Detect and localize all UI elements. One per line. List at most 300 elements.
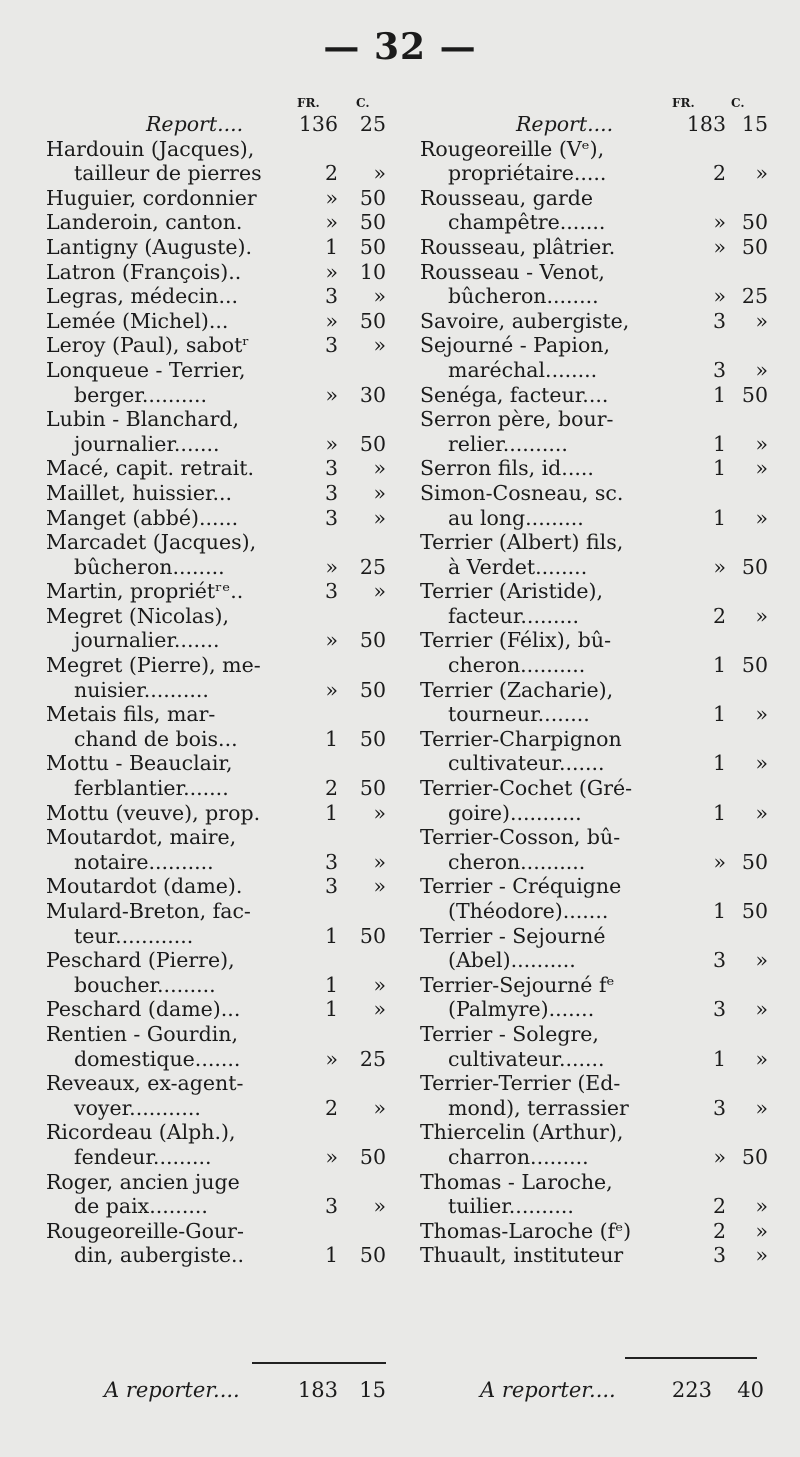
carry-forward-label: A reporter.... [480, 1378, 616, 1402]
entry-name: nuisier.......... [74, 677, 209, 702]
centimes-value: » [373, 849, 386, 874]
entry-name: Lubin - Blanchard, [46, 407, 240, 432]
entry-name: Peschard (Pierre), [46, 948, 235, 973]
entry-name: facteur......... [448, 603, 580, 628]
report-label: Report.... [146, 112, 244, 136]
francs-value: » [325, 1046, 338, 1071]
francs-value: » [325, 210, 338, 235]
entry-name: Terrier - Solegre, [420, 1021, 599, 1046]
centimes-value: » [755, 1194, 768, 1219]
entry-name: mond), terrassier [448, 1095, 629, 1120]
francs-value: 2 [324, 1095, 338, 1120]
centimes-value: » [373, 579, 386, 604]
entry-name: Manget (abbé)...... [46, 505, 239, 530]
entry-name: relier.......... [448, 431, 568, 456]
entry-name: cultivateur....... [448, 751, 605, 776]
right-column [420, 92, 768, 1268]
entry-row [420, 456, 768, 481]
entry-row [420, 702, 768, 727]
entry-row [46, 825, 390, 850]
centimes-value: 50 [359, 628, 386, 653]
entry-row [420, 210, 768, 235]
francs-value: » [325, 185, 338, 210]
centimes-value: » [755, 800, 768, 825]
entry-row [46, 161, 390, 186]
entry-name: journalier....... [74, 628, 220, 653]
francs-value: 1 [712, 899, 726, 923]
entry-row [420, 284, 768, 309]
right-rows [420, 112, 768, 1268]
centimes-value: » [755, 948, 768, 973]
centimes-value: » [755, 161, 768, 186]
entry-name: Moutardot, maire, [46, 825, 237, 850]
francs-value: 1 [712, 505, 726, 530]
entry-row [420, 579, 760, 604]
entry-name: Terrier (Félix), bû- [420, 628, 612, 653]
entry-name: bûcheron........ [448, 284, 599, 309]
entry-row [46, 702, 390, 727]
centimes-value: » [373, 161, 386, 186]
entry-row [46, 604, 390, 629]
francs-value: 3 [712, 948, 726, 973]
entry-row [420, 997, 768, 1022]
entry-row [46, 924, 390, 949]
centimes-value: » [755, 702, 768, 727]
francs-value: » [325, 628, 338, 653]
entry-name: Sejourné - Papion, [420, 333, 611, 358]
entry-name: (Abel).......... [448, 948, 576, 973]
entry-row [420, 1022, 760, 1047]
entry-name: Reveaux, ex-agent- [46, 1071, 244, 1096]
entry-name: Terrier-Cochet (Gré- [420, 776, 633, 801]
left-footer [0, 1376, 400, 1404]
centimes-value: 50 [359, 185, 386, 210]
entry-name: Moutardot (dame). [46, 874, 243, 899]
entry-name: Rentien - Gourdin, [46, 1021, 238, 1046]
entry-name: tuilier.......... [448, 1194, 574, 1219]
entry-name: cheron.......... [448, 653, 586, 678]
francs-value: 2 [712, 603, 726, 628]
entry-row [46, 628, 390, 653]
entry-name: Lantigny (Auguste). [46, 234, 252, 259]
entry-name: Leroy (Paul), sabotʳ [46, 333, 250, 358]
entry-name: Latron (François).. [46, 259, 242, 284]
entry-row [46, 137, 390, 162]
entry-row [420, 260, 760, 285]
entry-name: ferblantier....... [74, 776, 229, 801]
francs-value: 3 [324, 456, 338, 481]
entry-name: Mottu (veuve), prop. [46, 800, 261, 825]
centimes-value: » [755, 997, 768, 1022]
centimes-value: » [755, 751, 768, 776]
entry-name: Terrier (Aristide), [420, 579, 604, 604]
centimes-value: 50 [359, 1144, 386, 1169]
entry-row [46, 407, 390, 432]
centimes-value: 50 [741, 554, 768, 579]
entry-row [420, 530, 760, 555]
entry-name: Senéga, facteur.... [420, 382, 609, 407]
entry-name: Terrier-Cosson, bû- [420, 825, 621, 850]
centimes-value: » [755, 603, 768, 628]
centimes-value: 50 [359, 923, 386, 948]
francs-value: » [325, 677, 338, 702]
entry-row [420, 554, 768, 580]
francs-value: 2 [324, 161, 338, 186]
page-number: — 32 — [323, 26, 477, 68]
centimes-value: » [373, 972, 386, 997]
entry-row [46, 678, 390, 703]
francs-value: 1 [712, 431, 726, 456]
right-total-rule [625, 1357, 757, 1359]
entry-row [420, 186, 760, 211]
entry-name: Landeroin, canton. [46, 210, 243, 235]
francs-value: 1 [324, 800, 338, 825]
entry-row [46, 358, 390, 383]
francs-value: » [713, 849, 726, 874]
entry-row [420, 1144, 768, 1170]
entry-name: Maillet, huissier... [46, 480, 233, 505]
entry-row [46, 555, 390, 580]
entry-name: Lemée (Michel)... [46, 308, 229, 333]
entry-row [46, 210, 390, 235]
centimes-value: » [373, 800, 386, 825]
entry-row [420, 727, 760, 752]
column-header [46, 92, 390, 112]
entry-name: Terrier - Sejourné [420, 923, 606, 948]
entry-name: Roger, ancien juge [46, 1169, 240, 1194]
francs-value: 1 [712, 800, 726, 825]
francs-header: FR. [672, 96, 695, 110]
entry-row [420, 333, 760, 358]
francs-value: 1 [324, 726, 338, 751]
entry-row [420, 899, 768, 924]
entry-row [420, 948, 768, 973]
entry-name: tourneur........ [448, 702, 590, 727]
entry-row [420, 924, 760, 949]
centimes-value: 50 [741, 210, 768, 235]
entry-name: Simon-Cosneau, sc. [420, 480, 624, 505]
entry-name: Hardouin (Jacques), [46, 136, 255, 161]
entry-row [420, 161, 768, 186]
entry-name: Terrier-Sejourné fᵉ [420, 972, 615, 997]
francs-value: 3 [712, 308, 726, 333]
francs-value: » [713, 284, 726, 309]
entry-name: Thiercelin (Arthur), [420, 1120, 624, 1145]
entry-name: Terrier (Zacharie), [420, 677, 614, 702]
entry-name: boucher......... [74, 972, 216, 997]
entry-row [46, 776, 390, 801]
francs-value: 3 [712, 1095, 726, 1120]
entry-name: à Verdet........ [448, 554, 588, 579]
entry-name: propriétaire..... [448, 161, 607, 186]
entry-row [420, 407, 760, 432]
entry-row [46, 284, 390, 309]
centimes-value: 50 [359, 1243, 386, 1268]
entry-row [46, 383, 390, 408]
entry-row [46, 1096, 390, 1121]
entry-row [420, 505, 768, 531]
centimes-value: » [373, 1194, 386, 1219]
francs-value: 2 [324, 776, 338, 801]
francs-value: 3 [712, 1243, 726, 1268]
entry-name: voyer........... [74, 1095, 201, 1120]
entry-row [46, 1219, 390, 1244]
entry-row [420, 1046, 768, 1072]
report-row [420, 112, 768, 137]
centimes-value: 50 [359, 431, 386, 456]
entry-name: fendeur......... [74, 1144, 212, 1169]
entry-name: bûcheron........ [74, 554, 225, 579]
entry-name: tailleur de pierres [74, 161, 262, 186]
entry-row [46, 432, 390, 457]
entry-name: Terrier (Albert) fils, [420, 530, 624, 555]
francs-value: 3 [712, 997, 726, 1022]
francs-value: 1 [712, 1046, 726, 1071]
entry-name: Thomas - Laroche, [420, 1169, 613, 1194]
centimes-value: » [373, 456, 386, 481]
francs-value: » [713, 210, 726, 235]
entry-name: Thuault, instituteur [420, 1243, 624, 1268]
francs-value: 1 [324, 1243, 338, 1268]
entry-row [46, 1170, 390, 1195]
francs-value: » [325, 1144, 338, 1169]
centimes-value: » [755, 308, 768, 333]
entry-name: Rougeoreille-Gour- [46, 1218, 244, 1243]
francs-value: 3 [324, 874, 338, 899]
francs-value: 2 [712, 1194, 726, 1219]
francs-value: 1 [712, 653, 726, 678]
francs-value: » [713, 1144, 726, 1169]
centimes-value: » [373, 333, 386, 358]
carry-forward-francs: 223 [671, 1378, 712, 1402]
entry-row [46, 874, 390, 899]
entry-row [46, 1120, 390, 1145]
entry-row [46, 653, 390, 678]
entry-name: cultivateur....... [448, 1046, 605, 1071]
centimes-value: 10 [359, 259, 386, 284]
entry-row [420, 653, 768, 678]
francs-value: 1 [324, 972, 338, 997]
entry-name: charron......... [448, 1144, 589, 1169]
entry-name: Rousseau, garde [420, 185, 594, 210]
entry-row [420, 825, 760, 850]
entry-row [420, 1120, 760, 1145]
francs-value: 3 [324, 505, 338, 530]
entry-row [420, 628, 760, 653]
entry-name: (Théodore)....... [448, 899, 609, 923]
entry-name: champêtre....... [448, 210, 606, 235]
centimes-value: 15 [741, 112, 768, 136]
entry-name: maréchal........ [448, 357, 598, 382]
entry-row [420, 800, 768, 826]
centimes-value: » [373, 480, 386, 505]
centimes-value: » [755, 1243, 768, 1268]
centimes-value: 50 [359, 210, 386, 235]
entry-name: Martin, propriétʳᵉ.. [46, 579, 244, 604]
entry-row [46, 1194, 390, 1219]
entry-row [420, 1071, 760, 1096]
francs-value: 3 [324, 333, 338, 358]
entry-row [420, 678, 760, 703]
column-header [420, 92, 760, 112]
entry-name: Serron père, bour- [420, 407, 614, 432]
entry-name: au long......... [448, 505, 584, 530]
entry-row [46, 530, 390, 555]
entry-name: Huguier, cordonnier [46, 185, 257, 210]
entry-row [46, 899, 390, 924]
entry-row [46, 1047, 390, 1072]
francs-value: 1 [324, 997, 338, 1022]
centimes-value: » [373, 997, 386, 1022]
carry-forward-label: A reporter.... [104, 1378, 240, 1402]
entry-name: berger.......... [74, 382, 208, 407]
francs-value: » [325, 554, 338, 579]
centimes-value: 50 [741, 849, 768, 874]
entry-name: Peschard (dame)... [46, 997, 241, 1022]
entry-row [46, 506, 390, 531]
francs-value: » [325, 382, 338, 407]
entry-row [420, 1194, 768, 1219]
francs-value: 3 [324, 1194, 338, 1219]
entry-row [420, 1243, 768, 1268]
entry-row [46, 727, 390, 752]
entry-name: Rougeoreille (Vᵉ), [420, 136, 605, 161]
centimes-value: 25 [359, 112, 386, 136]
centimes-value: 50 [359, 677, 386, 702]
left-rows [46, 112, 390, 1268]
entry-name: goire)........... [448, 800, 582, 825]
entry-name: domestique....... [74, 1046, 241, 1071]
entry-name: Serron fils, id..... [420, 456, 594, 481]
entry-name: Mottu - Beauclair, [46, 751, 233, 776]
entry-row [46, 1071, 390, 1096]
entry-name: Mulard-Breton, fac- [46, 899, 251, 923]
entry-row [46, 973, 390, 998]
entry-name: Megret (Pierre), me- [46, 653, 261, 678]
entry-name: Thomas-Laroche (fᵉ) [420, 1218, 632, 1243]
entry-name: Ricordeau (Alph.), [46, 1120, 236, 1145]
entry-row [420, 431, 768, 457]
centimes-value: 25 [741, 284, 768, 309]
centimes-value: » [373, 284, 386, 309]
francs-value: 1 [712, 456, 726, 481]
francs-value: 1 [712, 382, 726, 407]
centimes-value: 50 [741, 1144, 768, 1169]
entry-name: Marcadet (Jacques), [46, 530, 257, 555]
entry-row [46, 309, 390, 334]
francs-value: 3 [324, 849, 338, 874]
entry-name: Lonqueue - Terrier, [46, 357, 246, 382]
centimes-value: 50 [741, 234, 768, 259]
francs-value: » [713, 554, 726, 579]
centimes-value: 25 [359, 1046, 386, 1071]
centimes-value: 50 [359, 308, 386, 333]
entry-row [420, 357, 768, 383]
entry-name: Macé, capit. retrait. [46, 456, 255, 481]
centimes-value: 50 [741, 899, 768, 923]
entry-name: de paix......... [74, 1194, 208, 1219]
francs-value: 1 [712, 751, 726, 776]
francs-value: 136 [298, 112, 338, 136]
report-label: Report.... [516, 112, 614, 136]
entry-name: Megret (Nicolas), [46, 603, 230, 628]
entry-row [46, 751, 390, 776]
entry-row [46, 456, 390, 481]
centimes-value: » [755, 1218, 768, 1243]
entry-row [46, 801, 390, 826]
entry-name: Terrier-Charpignon [420, 726, 622, 751]
entry-row [420, 1218, 768, 1244]
centimes-value: » [755, 1095, 768, 1120]
entry-row [420, 603, 768, 629]
entry-name: din, aubergiste.. [74, 1243, 244, 1268]
francs-value: 2 [712, 161, 726, 186]
francs-value: » [325, 308, 338, 333]
francs-value: 3 [712, 357, 726, 382]
centimes-value: 50 [359, 776, 386, 801]
francs-value: 3 [324, 480, 338, 505]
centimes-value: » [373, 1095, 386, 1120]
francs-value: 183 [686, 112, 726, 136]
centimes-header: C. [356, 96, 370, 110]
francs-value: 1 [324, 234, 338, 259]
centimes-value: 30 [359, 382, 386, 407]
entry-row [420, 1095, 768, 1121]
entry-row [46, 1145, 390, 1170]
francs-value: 3 [324, 579, 338, 604]
right-footer [400, 1376, 800, 1404]
entry-row [420, 776, 760, 801]
entry-row [46, 1243, 390, 1268]
entry-name: teur............ [74, 923, 194, 948]
entry-row [46, 579, 390, 604]
left-total-rule [252, 1362, 386, 1364]
francs-value: » [325, 259, 338, 284]
entry-row [46, 186, 390, 211]
centimes-value: » [755, 357, 768, 382]
francs-value: 1 [712, 702, 726, 727]
centimes-value: 50 [741, 653, 768, 678]
entry-row [420, 874, 760, 899]
centimes-value: » [373, 874, 386, 899]
entry-row [420, 751, 768, 776]
entry-row [46, 235, 390, 260]
entry-name: Terrier - Créquigne [420, 874, 622, 899]
entry-row [420, 973, 760, 998]
entry-name: Metais fils, mar- [46, 702, 216, 727]
centimes-value: » [755, 431, 768, 456]
centimes-value: 50 [359, 234, 386, 259]
entry-name: Terrier-Terrier (Ed- [420, 1071, 621, 1096]
entry-row [46, 260, 390, 285]
entry-name: Savoire, aubergiste, [420, 308, 630, 333]
entry-row [420, 308, 768, 334]
francs-value: 1 [324, 923, 338, 948]
entry-name: notaire.......... [74, 849, 214, 874]
entry-row [46, 850, 390, 875]
entry-name: Rousseau, plâtrier. [420, 234, 616, 259]
centimes-value: 50 [741, 382, 768, 407]
francs-value: » [325, 431, 338, 456]
entry-row [46, 997, 390, 1022]
centimes-value: 50 [359, 726, 386, 751]
entry-row [420, 1170, 760, 1195]
left-column [46, 92, 390, 1268]
entry-row [46, 481, 390, 506]
entry-row [420, 382, 768, 408]
entry-name: Legras, médecin... [46, 284, 239, 309]
entry-row [420, 137, 760, 162]
